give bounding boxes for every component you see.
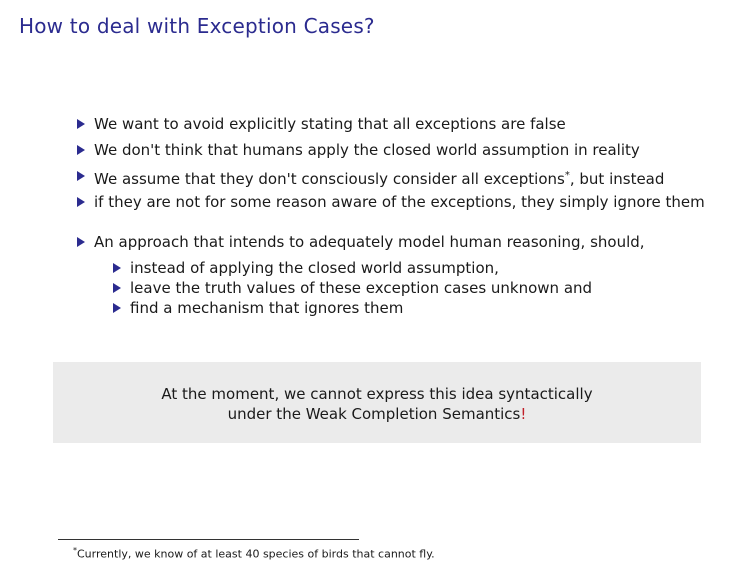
box-emphasis: ! bbox=[520, 405, 527, 423]
sub-bullet-item bbox=[113, 298, 737, 318]
sub-bullet-item bbox=[113, 278, 737, 298]
triangle-right-icon bbox=[113, 263, 121, 273]
bullet-item bbox=[77, 140, 737, 166]
box-line-2-text: under the Weak Completion Semantics bbox=[227, 405, 521, 423]
bullet-text-suffix: , but instead bbox=[569, 170, 665, 188]
sub-bullet-text: instead of applying the closed world assumption, bbox=[130, 259, 499, 277]
footnote-text: Currently, we know of at least 40 species of birds that cannot fly. bbox=[77, 547, 435, 561]
sub-bullet-item bbox=[113, 258, 737, 278]
triangle-right-icon bbox=[77, 197, 85, 207]
box-line-1: At the moment, we cannot express this idea syntactically bbox=[161, 385, 593, 403]
bullet-text: We want to avoid explicitly stating that all exceptions are false bbox=[94, 115, 566, 133]
bullet-text: An approach that intends to adequately model human reasoning, should, bbox=[94, 233, 645, 251]
highlight-box bbox=[53, 362, 701, 443]
bullet-text bbox=[94, 166, 664, 189]
bullet-list bbox=[77, 114, 737, 318]
highlight-box-content bbox=[53, 384, 701, 424]
bullet-item bbox=[77, 166, 737, 192]
triangle-right-icon bbox=[77, 171, 85, 181]
sub-bullet-text: find a mechanism that ignores them bbox=[130, 299, 404, 317]
triangle-right-icon bbox=[77, 145, 85, 155]
footnote-marker: * bbox=[73, 546, 77, 555]
bullet-text: if they are not for some reason aware of the exceptions, they simply ignore them bbox=[94, 193, 705, 211]
slide-title: How to deal with Exception Cases? bbox=[19, 14, 375, 38]
triangle-right-icon bbox=[77, 237, 85, 247]
footnote bbox=[73, 546, 435, 561]
sub-bullet-text: leave the truth values of these exception cases unknown and bbox=[130, 279, 593, 297]
box-line-2 bbox=[53, 404, 701, 424]
bullet-item bbox=[77, 114, 737, 140]
bullet-text-main: We assume that they don't consciously consider all exceptions bbox=[94, 170, 565, 188]
triangle-right-icon bbox=[77, 119, 85, 129]
bullet-text: We don't think that humans apply the closed world assumption in reality bbox=[94, 141, 640, 159]
bullet-item bbox=[77, 192, 737, 218]
sub-bullet-list bbox=[77, 258, 737, 318]
triangle-right-icon bbox=[113, 283, 121, 293]
footnote-rule bbox=[58, 539, 359, 540]
bullet-item-approach bbox=[77, 232, 737, 258]
triangle-right-icon bbox=[113, 303, 121, 313]
footnote-marker: * bbox=[564, 170, 570, 181]
